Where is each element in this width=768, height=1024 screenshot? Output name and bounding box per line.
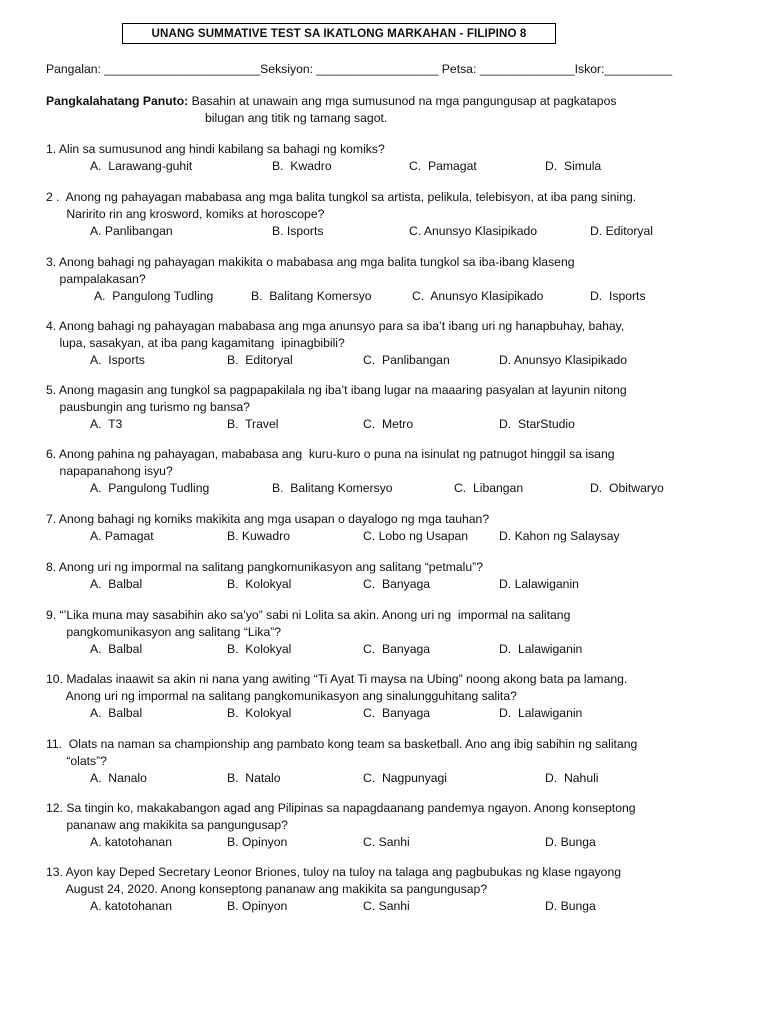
- question-stem: 6. Anong pahina ng pahayagan, mababasa ang kuru-kuro o puna na isinulat ng patnugot hinggil sa isang: [46, 447, 615, 461]
- question-6: [46, 446, 746, 497]
- option-d[interactable]: D. Anunsyo Klasipikado: [499, 353, 628, 367]
- directions-text-line1: Basahin at unawain ang mga sumusunod na mga pangungusap at pagkatapos: [188, 94, 617, 108]
- option-b[interactable]: B. Travel: [227, 417, 279, 431]
- answer-options: [46, 528, 746, 545]
- question-stem: 4. Anong bahagi ng pahayagan mababasa ang mga anunsyo para sa iba’t ibang uri ng hanapbuhay, bahay,: [46, 319, 625, 333]
- option-b[interactable]: B. Balitang Komersyo: [272, 481, 393, 495]
- question-5: [46, 382, 746, 433]
- question-7: [46, 511, 746, 545]
- question-4: [46, 318, 746, 369]
- option-a[interactable]: A. Nanalo: [90, 771, 147, 785]
- option-b[interactable]: B. Opinyon: [227, 899, 288, 913]
- option-c[interactable]: C. Metro: [363, 417, 414, 431]
- question-2: [46, 189, 746, 240]
- directions: [46, 93, 736, 127]
- option-c[interactable]: C. Anunsyo Klasipikado: [409, 224, 538, 238]
- answer-options: [46, 770, 746, 787]
- answer-options: [46, 705, 746, 722]
- question-stem: 2 . Anong ng pahayagan mababasa ang mga balita tungkol sa artista, pelikula, telebisyon, at iba pang sining.: [46, 190, 637, 204]
- question-stem-continued: pausbungin ang turismo ng bansa?: [46, 400, 250, 414]
- option-c[interactable]: C. Banyaga: [363, 642, 431, 656]
- question-3: [46, 254, 746, 305]
- answer-options: [46, 834, 746, 851]
- question-10: [46, 671, 746, 722]
- option-d[interactable]: D. Kahon ng Salaysay: [499, 529, 620, 543]
- question-9: [46, 607, 746, 658]
- question-stem: 1. Alin sa sumusunod ang hindi kabilang sa bahagi ng komiks?: [46, 142, 385, 156]
- option-a[interactable]: A. T3: [90, 417, 123, 431]
- option-b[interactable]: B. Natalo: [227, 771, 281, 785]
- option-c[interactable]: C. Nagpunyagi: [363, 771, 448, 785]
- option-c[interactable]: C. Anunsyo Klasipikado: [412, 289, 544, 303]
- answer-options: [46, 288, 746, 305]
- question-stem: 12. Sa tingin ko, makakabangon agad ang Pilipinas sa napagdaanang pandemya ngayon. Anong konseptong: [46, 801, 636, 815]
- option-d[interactable]: D. Nahuli: [545, 771, 599, 785]
- option-d[interactable]: D. Lalawiganin: [499, 706, 583, 720]
- option-d[interactable]: D. StarStudio: [499, 417, 575, 431]
- answer-options: [46, 416, 746, 433]
- directions-label: Pangkalahatang Panuto:: [46, 94, 189, 108]
- question-stem-continued: pangkomunikasyon ang salitang “Lika”?: [46, 625, 282, 639]
- question-stem: 5. Anong magasin ang tungkol sa pagpapakilala ng iba’t ibang lugar na maaaring pasyalan at layunin nitong: [46, 383, 627, 397]
- option-d[interactable]: D. Obitwaryo: [590, 481, 664, 495]
- question-11: [46, 736, 746, 787]
- option-a[interactable]: A. Pangulong Tudling: [90, 481, 210, 495]
- option-b[interactable]: B. Kuwadro: [227, 529, 291, 543]
- test-title-box: [122, 23, 556, 44]
- test-title: UNANG SUMMATIVE TEST SA IKATLONG MARKAHAN - FILIPINO 8: [151, 27, 527, 40]
- answer-options: [46, 576, 746, 593]
- answer-options: [46, 898, 746, 915]
- option-a[interactable]: A. Balbal: [90, 577, 143, 591]
- question-stem-continued: pananaw ang makikita sa pangungusap?: [46, 818, 288, 832]
- option-a[interactable]: A. katotohanan: [90, 899, 172, 913]
- answer-options: [46, 480, 746, 497]
- option-c[interactable]: C. Banyaga: [363, 706, 431, 720]
- option-b[interactable]: B. Kolokyal: [227, 706, 292, 720]
- option-b[interactable]: B. Kolokyal: [227, 642, 292, 656]
- answer-options: [46, 223, 746, 240]
- question-stem-continued: “olats”?: [46, 754, 107, 768]
- option-a[interactable]: A. Pamagat: [90, 529, 154, 543]
- option-b[interactable]: B. Isports: [272, 224, 324, 238]
- question-stem: 7. Anong bahagi ng komiks makikita ang mga usapan o dayalogo ng mga tauhan?: [46, 512, 490, 526]
- question-stem: 13. Ayon kay Deped Secretary Leonor Briones, tuloy na tuloy na talaga ang pagbubukas ng klase ngayong: [46, 865, 622, 879]
- question-stem-continued: Anong uri ng impormal na salitang pangkomunikasyon ang sinalungguhitang salita?: [46, 689, 517, 703]
- question-stem: 11. Olats na naman sa championship ang pambato kong team sa basketball. Ano ang ibig sabihin ng salitang: [46, 737, 638, 751]
- option-d[interactable]: D. Isports: [590, 289, 646, 303]
- option-d[interactable]: D. Editoryal: [590, 224, 653, 238]
- option-c[interactable]: C. Sanhi: [363, 835, 410, 849]
- option-b[interactable]: B. Kwadro: [272, 159, 332, 173]
- question-stem: 8. Anong uri ng impormal na salitang pangkomunikasyon ang salitang “petmalu”?: [46, 560, 483, 574]
- question-stem: 9. “’Lika muna may sasabihin ako sa’yo” sabi ni Lolita sa akin. Anong uri ng impormal na salitang: [46, 608, 571, 622]
- answer-options: [46, 352, 746, 369]
- question-stem-continued: pampalakasan?: [46, 272, 146, 286]
- option-a[interactable]: A. Isports: [90, 353, 145, 367]
- question-stem: 3. Anong bahagi ng pahayagan makikita o mababasa ang mga balita tungkol sa iba-ibang klaseng: [46, 255, 575, 269]
- option-a[interactable]: A. Larawang-guhit: [90, 159, 193, 173]
- option-c[interactable]: C. Panlibangan: [363, 353, 450, 367]
- option-a[interactable]: A. Pangulong Tudling: [94, 289, 214, 303]
- option-d[interactable]: D. Bunga: [545, 835, 596, 849]
- student-info-line: Pangalan: _______________________Seksiyon: __________________ Petsa: ______________Iskor:__________: [46, 62, 673, 76]
- question-12: [46, 800, 746, 851]
- option-a[interactable]: A. katotohanan: [90, 835, 172, 849]
- option-b[interactable]: B. Opinyon: [227, 835, 288, 849]
- option-d[interactable]: D. Lalawiganin: [499, 577, 579, 591]
- option-b[interactable]: B. Kolokyal: [227, 577, 292, 591]
- option-c[interactable]: C. Libangan: [454, 481, 524, 495]
- answer-options: [46, 641, 746, 658]
- question-stem-continued: August 24, 2020. Anong konseptong pananaw ang makikita sa pangungusap?: [46, 882, 488, 896]
- option-d[interactable]: D. Lalawiganin: [499, 642, 583, 656]
- answer-options: [46, 158, 746, 175]
- option-d[interactable]: D. Bunga: [545, 899, 596, 913]
- directions-text-line2: bilugan ang titik ng tamang sagot.: [205, 111, 388, 125]
- question-8: [46, 559, 746, 593]
- option-a[interactable]: A. Panlibangan: [90, 224, 173, 238]
- option-c[interactable]: C. Lobo ng Usapan: [363, 529, 469, 543]
- option-d[interactable]: D. Simula: [545, 159, 602, 173]
- option-c[interactable]: C. Banyaga: [363, 577, 431, 591]
- question-stem-continued: Naririto rin ang krosword, komiks at horoscope?: [46, 207, 325, 221]
- question-stem-continued: lupa, sasakyan, at iba pang kagamitang ipinagbibili?: [46, 336, 345, 350]
- question-stem-continued: napapanahong isyu?: [46, 464, 173, 478]
- option-c[interactable]: C. Pamagat: [409, 159, 477, 173]
- option-a[interactable]: A. Balbal: [90, 642, 143, 656]
- question-13: [46, 864, 746, 915]
- option-b[interactable]: B. Balitang Komersyo: [251, 289, 372, 303]
- question-1: [46, 141, 746, 175]
- option-a[interactable]: A. Balbal: [90, 706, 143, 720]
- question-stem: 10. Madalas inaawit sa akin ni nana yang awiting “Ti Ayat Ti maysa na Ubing” noong akong bata pa lamang.: [46, 672, 628, 686]
- option-c[interactable]: C. Sanhi: [363, 899, 410, 913]
- option-b[interactable]: B. Editoryal: [227, 353, 293, 367]
